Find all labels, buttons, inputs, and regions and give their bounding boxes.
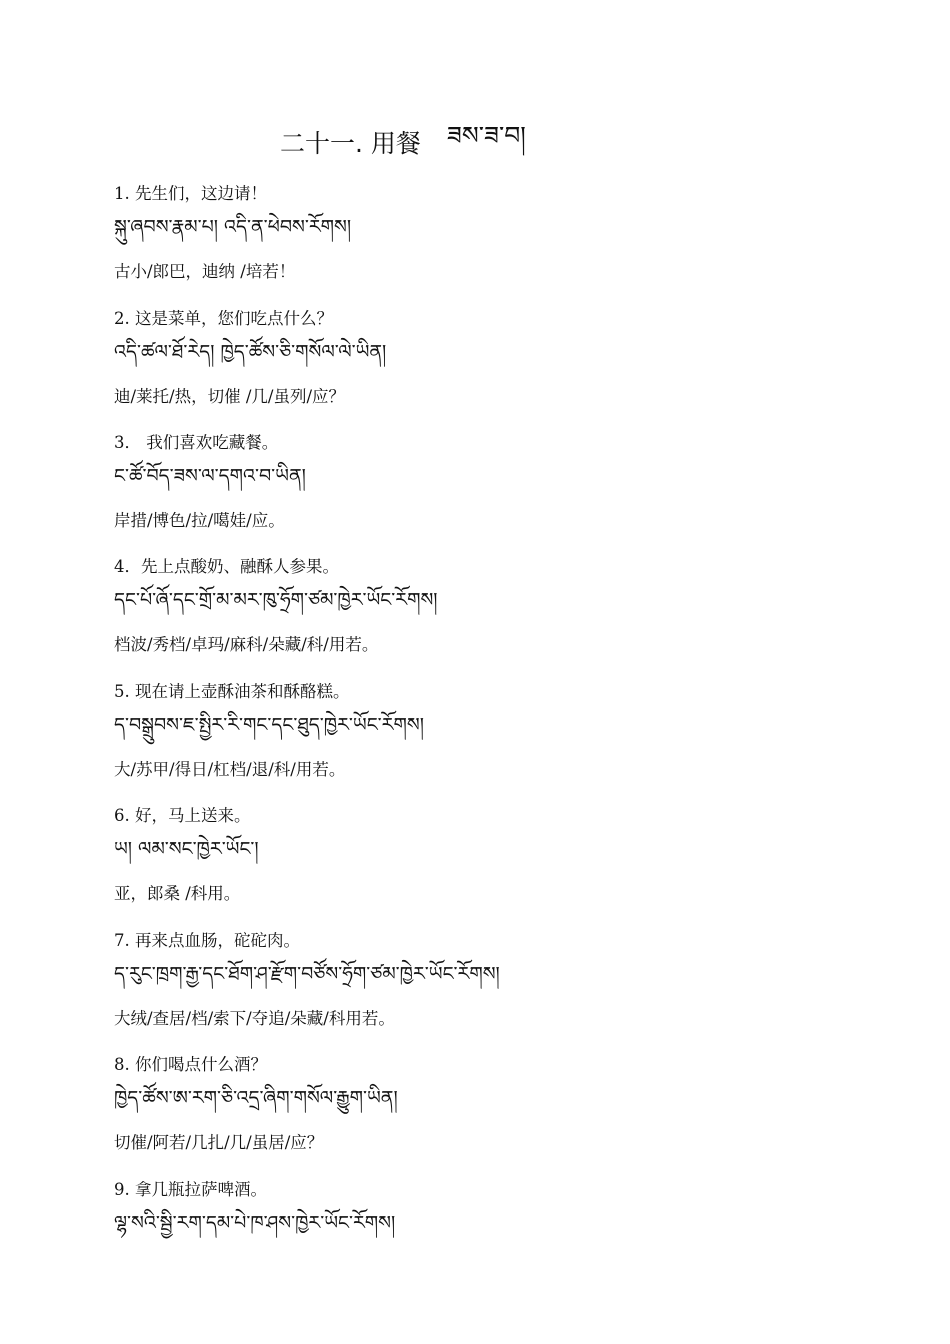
phrase-entry-3	[114, 431, 914, 533]
phrase-chinese: 4．先上点酸奶、融酥人参果。	[114, 557, 339, 576]
phrase-entry-4	[114, 555, 914, 657]
phrase-chinese: 7. 再来点血肠，砣砣肉。	[114, 931, 300, 950]
phrase-tibetan: ད་རུང་ཁྲག་རྒྱ་དང་ཐོག་ཤ་རྫོག་བཙོས་ཧྲོག་ཙམ་ཁྱེར་ཡོང་རོགས།	[114, 963, 500, 985]
phrase-tibetan: ཁྱེད་ཚོས་ཨ་རག་ཅི་འདྲ་ཞིག་གསོལ་རྒྱུག་ཡིན།	[114, 1087, 398, 1109]
phrase-phonetic: 古小/郎巴，迪纳 /培若！	[114, 262, 296, 281]
phrase-chinese: 3． 我们喜欢吃藏餐。	[114, 433, 279, 452]
phrase-entry-2	[114, 307, 914, 409]
phrase-entry-6	[114, 804, 914, 906]
phrase-chinese: 5. 现在请上壶酥油茶和酥酪糕。	[114, 682, 350, 701]
lesson-title-tibetan: ཟས་ཟ་བ།	[446, 120, 526, 150]
phrase-chinese: 8. 你们喝点什么酒？	[114, 1055, 267, 1074]
phrase-phonetic: 切催/阿若/几扎/几/虽居/应？	[114, 1133, 324, 1152]
phrase-tibetan: ཡ། ལམ་སང་ཁྱེར་ཡོང་།	[114, 838, 259, 860]
phrase-phonetic: 大/苏甲/得日/杠档/退/科/用若。	[114, 760, 346, 779]
phrase-phonetic: 岸措/博色/拉/噶娃/应。	[114, 511, 285, 530]
phrase-phonetic: 大绒/查居/档/索下/夺追/朵藏/科用若。	[114, 1009, 395, 1028]
phrase-tibetan: སྐུ་ཞབས་རྣམ་པ། འདི་ན་ཕེབས་རོགས།	[114, 216, 352, 238]
phrase-entry-8	[114, 1053, 914, 1155]
phrase-chinese: 2. 这是菜单，您们吃点什么？	[114, 309, 333, 328]
phrase-entry-7	[114, 929, 914, 1031]
phrase-chinese: 9. 拿几瓶拉萨啤酒。	[114, 1180, 267, 1199]
phrase-entry-5	[114, 680, 914, 782]
phrase-tibetan: དང་པོ་ཞོ་དང་གྲོ་མ་མར་ཁུ་ཧྲོག་ཙམ་ཁྱེར་ཡོང་རོགས།	[114, 589, 438, 611]
phrase-phonetic: 迪/莱托/热，切催 /几/虽列/应？	[114, 387, 346, 406]
phrase-tibetan: ང་ཚོ་བོད་ཟས་ལ་དགའ་བ་ཡིན།	[114, 465, 306, 487]
lesson-title-chinese: 二十一. 用餐	[280, 129, 421, 158]
phrase-chinese: 6. 好，马上送来。	[114, 806, 251, 825]
lesson-title	[280, 120, 526, 164]
phrase-tibetan: ད་བསྒྲུབས་ཇ་སྤྱིར་རི་གང་དང་ཐུད་ཁྱེར་ཡོང་རོགས།	[114, 714, 424, 736]
phrase-phonetic: 亚，郎桑 /科用。	[114, 884, 241, 903]
phrase-phonetic: 档波/秀档/卓玛/麻科/朵藏/科/用若。	[114, 635, 379, 654]
phrase-entry-9	[114, 1178, 914, 1240]
phrase-tibetan: འདི་ཚལ་ཐོ་རེད། ཁྱེད་ཚོས་ཅི་གསོལ་ལེ་ཡིན།	[114, 341, 387, 363]
phrase-entry-1	[114, 182, 914, 284]
phrase-chinese: 1. 先生们，这边请！	[114, 184, 267, 203]
phrase-tibetan: ལྷ་སའི་སྦྱི་རག་དམ་པེ་ཁ་ཤས་ཁྱེར་ཡོང་རོགས།	[114, 1212, 396, 1234]
